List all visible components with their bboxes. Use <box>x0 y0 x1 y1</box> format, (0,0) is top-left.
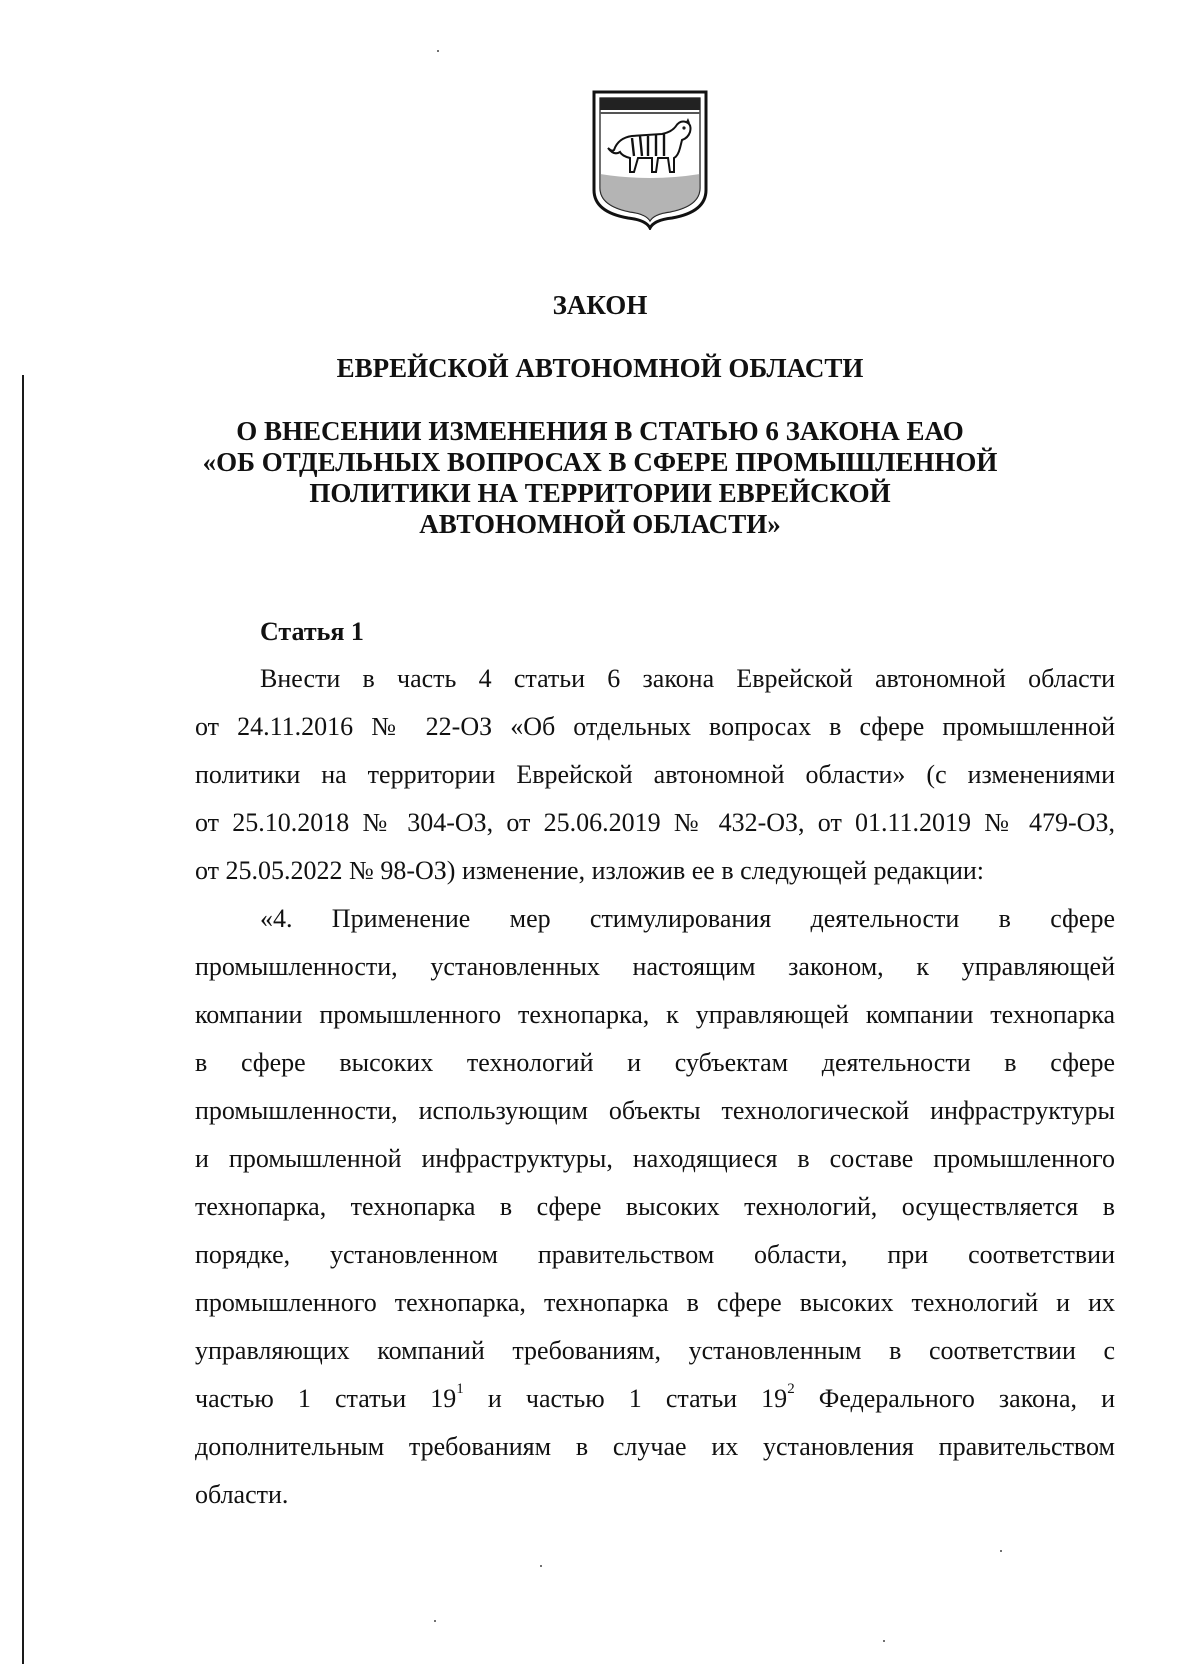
paragraph-line: промышленности, установленных настоящим законом, к управляющей <box>195 952 1115 981</box>
paragraph-line: Внести в часть 4 статьи 6 закона Еврейской автономной области <box>260 664 1115 693</box>
scan-speck <box>434 1620 436 1622</box>
paragraph-line: промышленности, использующим объекты технологической инфраструктуры <box>195 1096 1115 1125</box>
article-heading: Статья 1 <box>260 617 364 646</box>
scan-speck <box>1000 1550 1002 1552</box>
superscript: 1 <box>456 1381 464 1398</box>
paragraph-line: от 25.05.2022 № 98-ОЗ) изменение, изложив ее в следующей редакции: <box>195 856 985 885</box>
paragraph-line: «4. Применение мер стимулирования деятельности в сфере <box>260 904 1115 933</box>
text-fragment: и частью 1 статьи 19 <box>463 1384 788 1413</box>
superscript: 2 <box>787 1381 795 1398</box>
scan-speck <box>540 1565 542 1567</box>
article-paragraph-1 <box>195 655 1115 895</box>
law-subject-line: «ОБ ОТДЕЛЬНЫХ ВОПРОСАХ В СФЕРЕ ПРОМЫШЛЕННОЙ <box>202 447 998 477</box>
paragraph-line: порядке, установленном правительством области, при соответствии <box>195 1240 1115 1269</box>
law-subject <box>0 416 1200 540</box>
paragraph-line: технопарка, технопарка в сфере высоких технологий, осуществляется в <box>195 1192 1115 1221</box>
region-name: ЕВРЕЙСКОЙ АВТОНОМНОЙ ОБЛАСТИ <box>336 353 864 383</box>
law-title: ЗАКОН <box>552 290 648 320</box>
paragraph-line: и промышленной инфраструктуры, находящиеся в составе промышленного <box>195 1144 1115 1173</box>
scan-speck <box>883 1640 885 1642</box>
paragraph-line: от 25.10.2018 № 304-ОЗ, от 25.06.2019 № 432-ОЗ, от 01.11.2019 № 479-ОЗ, <box>195 808 1115 837</box>
article-paragraph-2 <box>195 895 1115 1519</box>
scan-edge-line <box>22 375 24 1664</box>
paragraph-line: компании промышленного технопарка, к управляющей компании технопарка <box>195 1000 1115 1029</box>
paragraph-line: от 24.11.2016 № 22-ОЗ «Об отдельных вопросах в сфере промышленной <box>195 712 1115 741</box>
law-subject-line: ПОЛИТИКИ НА ТЕРРИТОРИИ ЕВРЕЙСКОЙ <box>309 478 891 508</box>
paragraph-line: промышленного технопарка, технопарка в сфере высоких технологий и их <box>195 1288 1115 1317</box>
law-subject-line: О ВНЕСЕНИИ ИЗМЕНЕНИЯ В СТАТЬЮ 6 ЗАКОНА ЕАО <box>236 416 964 446</box>
paragraph-line: дополнительным требованиям в случае их установления правительством <box>195 1432 1115 1461</box>
paragraph-line: политики на территории Еврейской автономной области» (с изменениями <box>195 760 1115 789</box>
scan-speck <box>437 50 439 52</box>
text-fragment: Федерального закона, и <box>794 1384 1115 1413</box>
paragraph-line: области. <box>195 1480 289 1509</box>
law-subject-line: АВТОНОМНОЙ ОБЛАСТИ» <box>419 509 781 539</box>
paragraph-line: в сфере высоких технологий и субъектам деятельности в сфере <box>195 1048 1115 1077</box>
text-fragment: частью 1 статьи 19 <box>195 1384 457 1413</box>
paragraph-line-with-superscripts <box>195 1375 1115 1423</box>
paragraph-line: управляющих компаний требованиям, установленным в соответствии с <box>195 1336 1115 1365</box>
coat-of-arms-emblem <box>588 86 712 230</box>
